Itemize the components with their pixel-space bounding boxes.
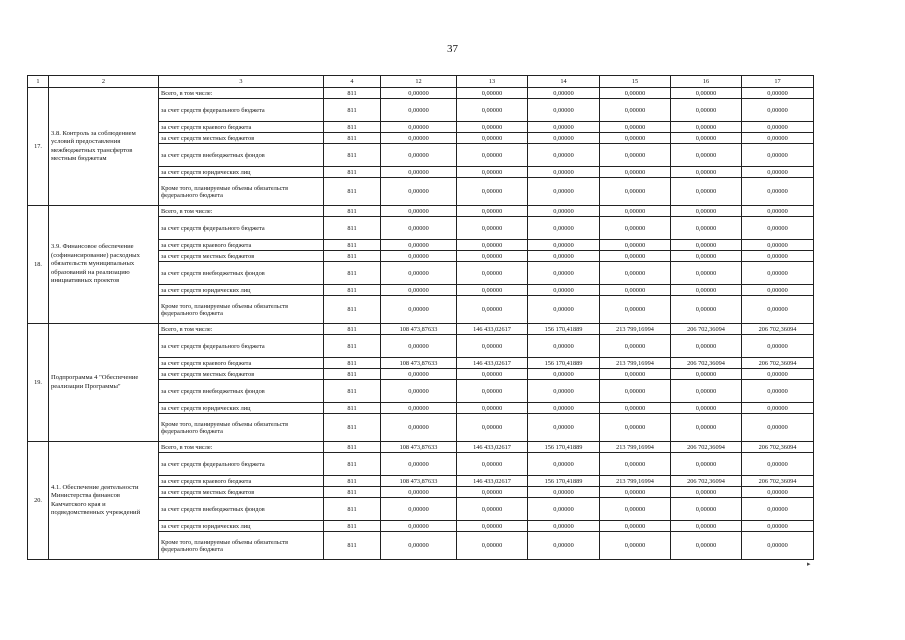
amount-cell: 0,00000: [457, 262, 528, 285]
funding-source: за счет средств местных бюджетов: [159, 251, 324, 262]
amount-cell: 108 473,87633: [381, 358, 457, 369]
amount-cell: 206 702,36094: [671, 476, 742, 487]
funding-source: Кроме того, планируемые объемы обязательств федерального бюджета: [159, 532, 324, 560]
amount-cell: 0,00000: [671, 144, 742, 167]
budget-code: 811: [324, 133, 381, 144]
amount-cell: 0,00000: [600, 453, 671, 476]
corner-mark: ▸: [807, 560, 811, 568]
amount-cell: 0,00000: [457, 240, 528, 251]
amount-cell: 0,00000: [457, 206, 528, 217]
amount-cell: 0,00000: [600, 206, 671, 217]
funding-source: Кроме того, планируемые объемы обязательств федерального бюджета: [159, 178, 324, 206]
budget-code: 811: [324, 262, 381, 285]
funding-source: за счет средств федерального бюджета: [159, 99, 324, 122]
amount-cell: 0,00000: [457, 217, 528, 240]
amount-cell: 0,00000: [742, 403, 814, 414]
row-index: 18.: [28, 206, 49, 324]
amount-cell: 0,00000: [671, 88, 742, 99]
amount-cell: 0,00000: [600, 217, 671, 240]
amount-cell: 0,00000: [381, 262, 457, 285]
amount-cell: 0,00000: [671, 167, 742, 178]
amount-cell: 0,00000: [528, 487, 600, 498]
measure-name: 4.1. Обеспечение деятельности Министерства финансов Камчатского края и подведомственных учреждений: [49, 442, 159, 560]
amount-cell: 0,00000: [600, 144, 671, 167]
funding-source: за счет средств краевого бюджета: [159, 240, 324, 251]
budget-code: 811: [324, 240, 381, 251]
funding-source: за счет средств краевого бюджета: [159, 476, 324, 487]
table-row: [28, 88, 814, 99]
amount-cell: 108 473,87633: [381, 324, 457, 335]
budget-code: 811: [324, 167, 381, 178]
funding-source: за счет средств внебюджетных фондов: [159, 144, 324, 167]
amount-cell: 0,00000: [742, 144, 814, 167]
column-header: 4: [324, 76, 381, 88]
amount-cell: 146 433,02617: [457, 442, 528, 453]
budget-code: 811: [324, 476, 381, 487]
amount-cell: 0,00000: [528, 285, 600, 296]
amount-cell: 0,00000: [457, 144, 528, 167]
column-header: 17: [742, 76, 814, 88]
amount-cell: 0,00000: [671, 521, 742, 532]
amount-cell: 213 799,16994: [600, 358, 671, 369]
amount-cell: 156 170,41889: [528, 324, 600, 335]
budget-code: 811: [324, 453, 381, 476]
row-index: 20.: [28, 442, 49, 560]
budget-code: 811: [324, 414, 381, 442]
column-header: 14: [528, 76, 600, 88]
amount-cell: 0,00000: [457, 369, 528, 380]
amount-cell: 0,00000: [457, 403, 528, 414]
amount-cell: 0,00000: [600, 369, 671, 380]
amount-cell: 0,00000: [528, 521, 600, 532]
funding-source: за счет средств юридических лиц: [159, 285, 324, 296]
budget-code: 811: [324, 217, 381, 240]
amount-cell: 0,00000: [600, 167, 671, 178]
budget-code: 811: [324, 178, 381, 206]
measure-name: 3.8. Контроль за соблюдением условий предоставления межбюджетных трансфертов местным бюджетам: [49, 88, 159, 206]
amount-cell: 0,00000: [528, 206, 600, 217]
amount-cell: 0,00000: [528, 335, 600, 358]
amount-cell: 0,00000: [528, 262, 600, 285]
amount-cell: 0,00000: [742, 133, 814, 144]
amount-cell: 0,00000: [600, 251, 671, 262]
funding-source: за счет средств внебюджетных фондов: [159, 262, 324, 285]
column-header: 12: [381, 76, 457, 88]
budget-code: 811: [324, 532, 381, 560]
amount-cell: 0,00000: [381, 296, 457, 324]
amount-cell: 0,00000: [671, 178, 742, 206]
amount-cell: 0,00000: [600, 122, 671, 133]
amount-cell: 0,00000: [742, 369, 814, 380]
amount-cell: 0,00000: [457, 296, 528, 324]
amount-cell: 0,00000: [671, 414, 742, 442]
funding-source: за счет средств внебюджетных фондов: [159, 498, 324, 521]
amount-cell: 0,00000: [742, 262, 814, 285]
amount-cell: 0,00000: [381, 487, 457, 498]
amount-cell: 213 799,16994: [600, 442, 671, 453]
amount-cell: 0,00000: [457, 88, 528, 99]
amount-cell: 206 702,36094: [671, 358, 742, 369]
budget-code: 811: [324, 99, 381, 122]
amount-cell: 0,00000: [457, 453, 528, 476]
amount-cell: 0,00000: [742, 296, 814, 324]
amount-cell: 0,00000: [381, 380, 457, 403]
amount-cell: 0,00000: [457, 251, 528, 262]
amount-cell: 0,00000: [528, 88, 600, 99]
amount-cell: 206 702,36094: [742, 476, 814, 487]
amount-cell: 0,00000: [528, 403, 600, 414]
amount-cell: 0,00000: [528, 251, 600, 262]
amount-cell: 108 473,87633: [381, 442, 457, 453]
amount-cell: 0,00000: [381, 453, 457, 476]
amount-cell: 0,00000: [381, 369, 457, 380]
amount-cell: 0,00000: [457, 414, 528, 442]
amount-cell: 0,00000: [381, 240, 457, 251]
budget-code: 811: [324, 442, 381, 453]
budget-code: 811: [324, 487, 381, 498]
funding-source: за счет средств юридических лиц: [159, 403, 324, 414]
amount-cell: 0,00000: [600, 532, 671, 560]
amount-cell: 206 702,36094: [671, 442, 742, 453]
amount-cell: 213 799,16994: [600, 324, 671, 335]
amount-cell: 0,00000: [457, 122, 528, 133]
amount-cell: 0,00000: [457, 178, 528, 206]
amount-cell: 0,00000: [671, 380, 742, 403]
amount-cell: 0,00000: [600, 521, 671, 532]
budget-code: 811: [324, 88, 381, 99]
amount-cell: 206 702,36094: [742, 358, 814, 369]
amount-cell: 0,00000: [671, 498, 742, 521]
amount-cell: 0,00000: [600, 498, 671, 521]
amount-cell: 0,00000: [671, 487, 742, 498]
amount-cell: 0,00000: [528, 296, 600, 324]
amount-cell: 0,00000: [381, 521, 457, 532]
amount-cell: 0,00000: [381, 414, 457, 442]
page-number: 37: [447, 43, 458, 55]
table-row: [28, 442, 814, 453]
amount-cell: 0,00000: [742, 217, 814, 240]
amount-cell: 0,00000: [528, 369, 600, 380]
amount-cell: 0,00000: [528, 498, 600, 521]
amount-cell: 0,00000: [600, 240, 671, 251]
amount-cell: 156 170,41889: [528, 358, 600, 369]
budget-code: 811: [324, 285, 381, 296]
funding-source: за счет средств юридических лиц: [159, 167, 324, 178]
amount-cell: 0,00000: [671, 133, 742, 144]
funding-source: за счет средств федерального бюджета: [159, 217, 324, 240]
amount-cell: 0,00000: [381, 99, 457, 122]
funding-source: за счет средств местных бюджетов: [159, 133, 324, 144]
amount-cell: 0,00000: [381, 285, 457, 296]
amount-cell: 0,00000: [671, 369, 742, 380]
funding-source: Всего, в том числе:: [159, 88, 324, 99]
amount-cell: 0,00000: [742, 240, 814, 251]
budget-code: 811: [324, 498, 381, 521]
amount-cell: 146 433,02617: [457, 476, 528, 487]
budget-code: 811: [324, 369, 381, 380]
column-header: 2: [49, 76, 159, 88]
amount-cell: 0,00000: [671, 206, 742, 217]
funding-source: за счет средств юридических лиц: [159, 521, 324, 532]
budget-code: 811: [324, 335, 381, 358]
budget-code: 811: [324, 380, 381, 403]
amount-cell: 0,00000: [742, 521, 814, 532]
amount-cell: 0,00000: [600, 403, 671, 414]
amount-cell: 0,00000: [671, 99, 742, 122]
amount-cell: 0,00000: [671, 296, 742, 324]
funding-source: за счет средств краевого бюджета: [159, 122, 324, 133]
amount-cell: 0,00000: [671, 240, 742, 251]
amount-cell: 108 473,87633: [381, 476, 457, 487]
budget-code: 811: [324, 296, 381, 324]
amount-cell: 0,00000: [528, 144, 600, 167]
amount-cell: 0,00000: [671, 217, 742, 240]
amount-cell: 0,00000: [600, 487, 671, 498]
amount-cell: 0,00000: [600, 178, 671, 206]
amount-cell: 0,00000: [742, 487, 814, 498]
column-header: 3: [159, 76, 324, 88]
column-header: 13: [457, 76, 528, 88]
amount-cell: 0,00000: [528, 414, 600, 442]
amount-cell: 0,00000: [381, 167, 457, 178]
amount-cell: 0,00000: [600, 285, 671, 296]
amount-cell: 0,00000: [742, 380, 814, 403]
row-index: 17.: [28, 88, 49, 206]
amount-cell: 0,00000: [742, 206, 814, 217]
amount-cell: 0,00000: [381, 403, 457, 414]
amount-cell: 0,00000: [671, 403, 742, 414]
amount-cell: 0,00000: [528, 133, 600, 144]
amount-cell: 0,00000: [528, 178, 600, 206]
funding-source: за счет средств краевого бюджета: [159, 358, 324, 369]
amount-cell: 0,00000: [528, 217, 600, 240]
amount-cell: 0,00000: [742, 414, 814, 442]
amount-cell: 0,00000: [600, 335, 671, 358]
amount-cell: 206 702,36094: [742, 324, 814, 335]
amount-cell: 0,00000: [742, 532, 814, 560]
funding-source: за счет средств местных бюджетов: [159, 369, 324, 380]
amount-cell: 146 433,02617: [457, 324, 528, 335]
amount-cell: 0,00000: [742, 285, 814, 296]
amount-cell: 0,00000: [528, 99, 600, 122]
budget-code: 811: [324, 122, 381, 133]
header-row: [28, 76, 814, 88]
amount-cell: 0,00000: [457, 335, 528, 358]
amount-cell: 0,00000: [600, 380, 671, 403]
amount-cell: 0,00000: [381, 217, 457, 240]
funding-source: Кроме того, планируемые объемы обязательств федерального бюджета: [159, 414, 324, 442]
amount-cell: 0,00000: [381, 133, 457, 144]
amount-cell: 0,00000: [742, 453, 814, 476]
amount-cell: 206 702,36094: [671, 324, 742, 335]
amount-cell: 0,00000: [600, 296, 671, 324]
amount-cell: 0,00000: [528, 532, 600, 560]
amount-cell: 0,00000: [742, 88, 814, 99]
amount-cell: 156 170,41889: [528, 476, 600, 487]
amount-cell: 0,00000: [457, 99, 528, 122]
amount-cell: 0,00000: [457, 532, 528, 560]
amount-cell: 0,00000: [457, 498, 528, 521]
amount-cell: 0,00000: [457, 133, 528, 144]
table-row: [28, 324, 814, 335]
amount-cell: 0,00000: [742, 251, 814, 262]
amount-cell: 0,00000: [671, 453, 742, 476]
budget-code: 811: [324, 403, 381, 414]
column-header: 1: [28, 76, 49, 88]
amount-cell: 0,00000: [457, 285, 528, 296]
amount-cell: 0,00000: [457, 380, 528, 403]
amount-cell: 0,00000: [671, 251, 742, 262]
amount-cell: 0,00000: [528, 167, 600, 178]
funding-source: Всего, в том числе:: [159, 324, 324, 335]
measure-name: 3.9. Финансовое обеспечение (софинансирование) расходных обязательств муниципальных образований на реализацию инициативных проектов: [49, 206, 159, 324]
funding-source: Кроме того, планируемые объемы обязательств федерального бюджета: [159, 296, 324, 324]
funding-source: за счет средств федерального бюджета: [159, 453, 324, 476]
table-body: [28, 88, 814, 560]
funding-source: за счет средств федерального бюджета: [159, 335, 324, 358]
column-header: 15: [600, 76, 671, 88]
amount-cell: 0,00000: [381, 206, 457, 217]
amount-cell: 0,00000: [742, 167, 814, 178]
table-row: [28, 206, 814, 217]
amount-cell: 0,00000: [381, 532, 457, 560]
amount-cell: 146 433,02617: [457, 358, 528, 369]
budget-code: 811: [324, 521, 381, 532]
budget-code: 811: [324, 358, 381, 369]
amount-cell: 0,00000: [742, 335, 814, 358]
budget-code: 811: [324, 324, 381, 335]
measure-name: Подпрограмма 4 "Обеспечение реализации Программы": [49, 324, 159, 442]
amount-cell: 206 702,36094: [742, 442, 814, 453]
amount-cell: 0,00000: [742, 498, 814, 521]
amount-cell: 0,00000: [671, 335, 742, 358]
amount-cell: 0,00000: [671, 285, 742, 296]
amount-cell: 0,00000: [381, 335, 457, 358]
budget-code: 811: [324, 144, 381, 167]
amount-cell: 0,00000: [528, 240, 600, 251]
amount-cell: 0,00000: [671, 262, 742, 285]
funding-source: Всего, в том числе:: [159, 206, 324, 217]
funding-source: за счет средств местных бюджетов: [159, 487, 324, 498]
amount-cell: 0,00000: [457, 487, 528, 498]
budget-code: 811: [324, 206, 381, 217]
budget-code: 811: [324, 251, 381, 262]
amount-cell: 0,00000: [600, 262, 671, 285]
amount-cell: 0,00000: [528, 122, 600, 133]
amount-cell: 0,00000: [528, 453, 600, 476]
amount-cell: 0,00000: [381, 498, 457, 521]
amount-cell: 0,00000: [381, 122, 457, 133]
amount-cell: 0,00000: [600, 99, 671, 122]
amount-cell: 0,00000: [600, 88, 671, 99]
amount-cell: 0,00000: [457, 521, 528, 532]
amount-cell: 0,00000: [381, 251, 457, 262]
amount-cell: 0,00000: [742, 178, 814, 206]
amount-cell: 0,00000: [381, 144, 457, 167]
amount-cell: 0,00000: [457, 167, 528, 178]
amount-cell: 0,00000: [742, 99, 814, 122]
amount-cell: 0,00000: [671, 532, 742, 560]
amount-cell: 0,00000: [742, 122, 814, 133]
funding-source: Всего, в том числе:: [159, 442, 324, 453]
amount-cell: 0,00000: [600, 414, 671, 442]
budget-table: [27, 75, 814, 560]
row-index: 19.: [28, 324, 49, 442]
amount-cell: 0,00000: [671, 122, 742, 133]
amount-cell: 156 170,41889: [528, 442, 600, 453]
amount-cell: 0,00000: [381, 178, 457, 206]
amount-cell: 0,00000: [528, 380, 600, 403]
amount-cell: 0,00000: [381, 88, 457, 99]
amount-cell: 0,00000: [600, 133, 671, 144]
column-header: 16: [671, 76, 742, 88]
amount-cell: 213 799,16994: [600, 476, 671, 487]
funding-source: за счет средств внебюджетных фондов: [159, 380, 324, 403]
